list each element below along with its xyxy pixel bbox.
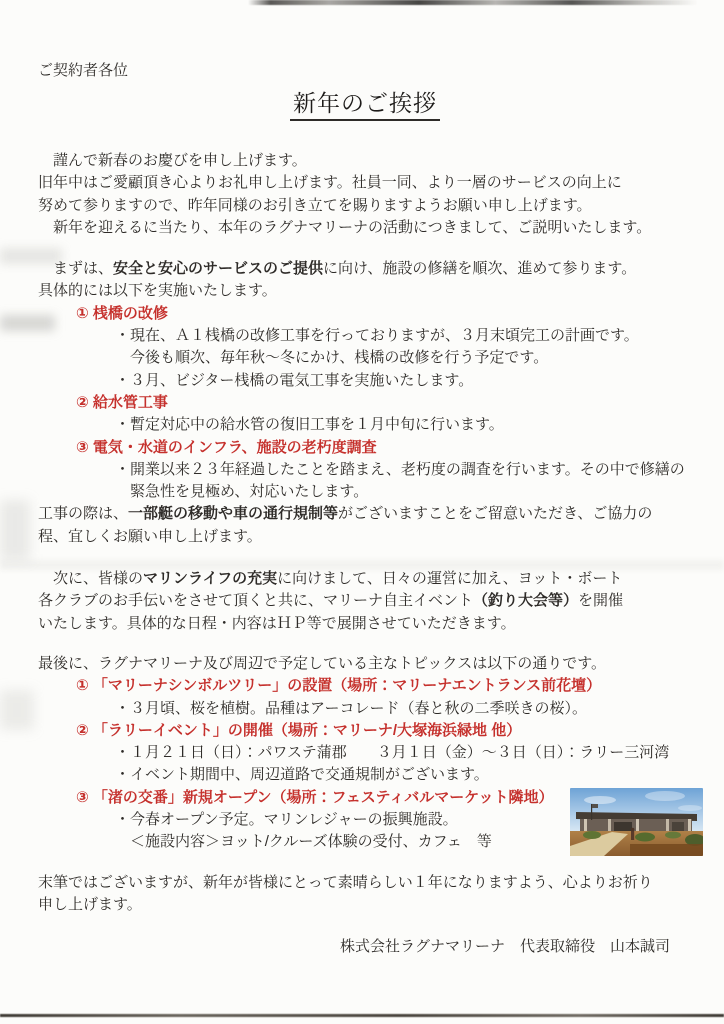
section-lead-2: 具体的には以下を実施いたします。 [38,282,277,300]
numbered-heading-3: ③ 電気・水道のインフラ、施設の老朽度調査 [76,438,377,456]
bullet-continuation: ＜施設内容＞ヨット/クルーズ体験の受付、カフェ 等 [130,833,492,851]
numbered-heading-1: ① 桟橋の改修 [76,304,168,322]
paragraph-bold-text: マリンライフの充実 [143,570,278,588]
topic-heading-3: ③ 「渚の交番」新規オープン（場所：フェスティバルマーケット隣地） [76,788,554,806]
bullet-line: ・１月２１日（日）：パワステ蒲郡 ３月１日（金）～３日（日）：ラリー三河湾 [115,744,670,762]
signature: 株式会社ラグナマリーナ 代表取締役 山本誠司 [340,938,671,956]
maintenance-section [38,258,692,548]
facility-photo [570,788,703,856]
intro-line: 謹んで新春のお慶びを申し上げます。 [53,152,307,169]
paragraph-bold-text: （釣り大会等） [473,592,579,610]
section-lead [38,258,692,280]
paragraph-text: に向けまして、日々の運営に加え、ヨット・ボート [277,570,623,588]
page-title: 新年のご挨拶 [290,88,440,121]
bullet-line: ・今春オープン予定。マリンレジャーの振興施設。 [115,811,458,829]
intro-paragraph [38,150,692,239]
bullet-line: ・３月頃、桜を植樹。品種はアーコレード（春と秋の二季咲きの桜）。 [115,699,588,717]
bullet-line: ・３月、ビジター桟橋の電気工事を実施いたします。 [115,371,474,389]
bullet-line: ・イベント期間中、周辺道路で交通規制がございます。 [115,766,489,784]
paragraph-text: 次に、皆様の [53,570,144,588]
construction-note-2: 程、宜しくお願い申し上げます。 [38,527,262,545]
closing-line: 末筆ではございますが、新年が皆様にとって素晴らしい１年になりますよう、心よりお祈り [38,873,653,891]
scan-artifact-top-strip [248,0,698,5]
closing-paragraph [38,872,692,917]
construction-note [38,503,692,525]
paragraph-text: を開催 [578,592,624,610]
topic-heading-2: ② 「ラリーイベント」の開催（場所：マリーナ/大塚海浜緑地 他） [76,721,522,739]
bullet-line: ・開業以来２３年経過したことを踏まえ、老朽度の調査を行います。その中で修繕の [115,460,685,478]
note-text: がございますことをご留意いただき、ご協力の [338,505,653,523]
recipient: ご契約者各位 [38,62,129,79]
marine-life-section [38,568,692,635]
note-text: 工事の際は、 [38,505,129,523]
topics-lead: 最後に、ラグナマリーナ及び周辺で予定している主なトピックスは以下の通りです。 [38,654,607,672]
lead-bold-text: 安全と安心のサービスのご提供 [113,260,324,278]
paragraph-line [38,590,692,612]
intro-line: 旧年中はご愛顧頂き心よりお礼申し上げます。社員一同、より一層のサービスの向上に [38,174,622,192]
topic-heading-1: ① 「マリーナシンボルツリー」の設置（場所：マリーナエントランス前花壇） [76,677,602,695]
numbered-heading-2: ② 給水管工事 [76,393,168,411]
intro-line: 新年を迎えるに当たり、本年のラグナマリーナの活動につきまして、ご説明いたします。 [53,218,652,236]
note-bold-text: 一部艇の移動や車の通行規制等 [128,505,339,523]
title-wrap [38,88,692,121]
paragraph-line [38,568,692,590]
facility-photo-illustration [570,788,703,856]
closing-line: 申し上げます。 [38,895,142,913]
bullet-line: ・現在、Ａ１桟橋の改修工事を行っておりますが、３月末頃完工の計画です。 [115,327,639,345]
bullet-line: ・暫定対応中の給水管の復旧工事を１月中旬に行います。 [115,416,504,434]
paragraph-text: 各クラブのお手伝いをさせて頂くと共に、マリーナ自主イベント [38,592,474,610]
intro-line: 努めて参りますので、昨年同様のお引き立てを賜りますようお願い申し上げます。 [38,196,592,214]
lead-text: に向け、施設の修繕を順次、進めて参ります。 [323,260,637,278]
scan-artifact-bottom-edge [0,1014,724,1017]
bullet-continuation: 今後も順次、毎年秋～冬にかけ、桟橋の改修を行う予定です。 [130,349,549,367]
lead-text: まずは、 [53,260,114,278]
bullet-continuation: 緊急性を見極め、対応いたします。 [130,483,369,501]
paragraph-line: いたします。具体的な日程・内容はＨＰ等で展開させていただきます。 [38,614,516,632]
